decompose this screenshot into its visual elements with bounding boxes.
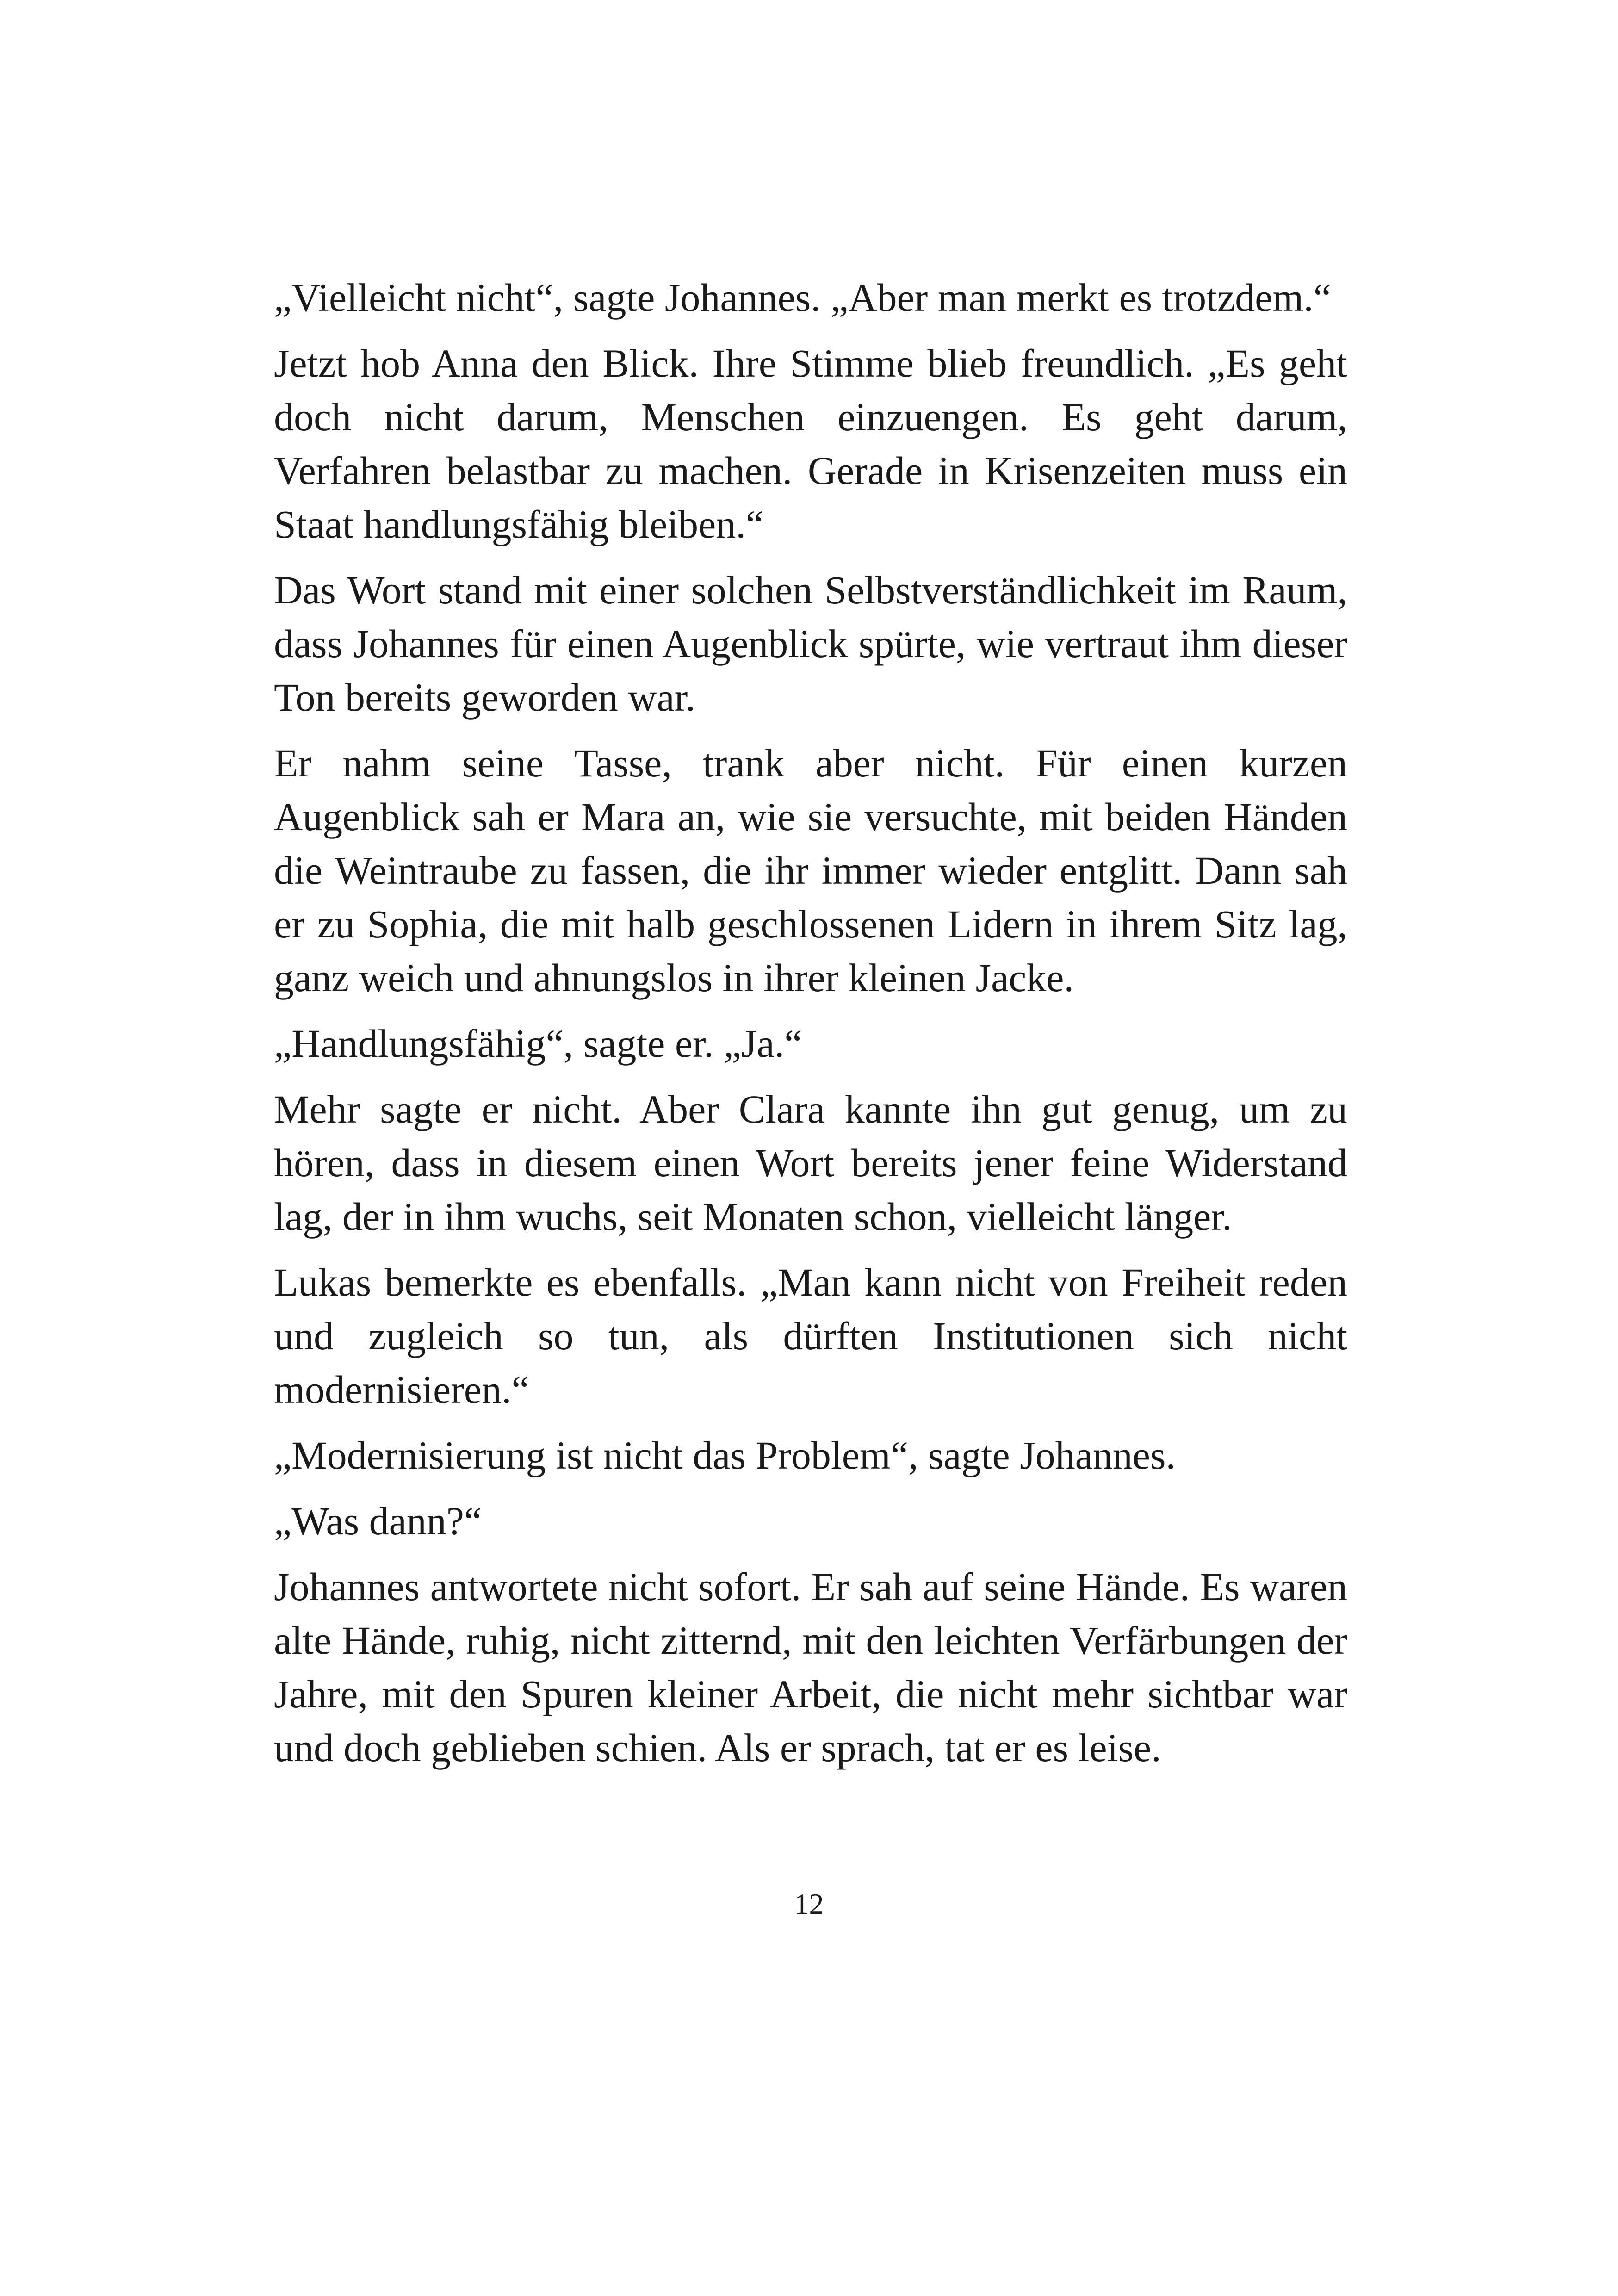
- paragraph-3: Das Wort stand mit einer solchen Selbstverständlichkeit im Raum, dass Johannes für einen Augenblick spürte, wie vertraut ihm dieser Ton bereits geworden war.: [274, 568, 1347, 720]
- body-text: [274, 271, 1347, 1787]
- paragraph-2: Jetzt hob Anna den Blick. Ihre Stimme blieb freundlich. „Es geht doch nicht darum, Menschen einzuengen. Es geht darum, Verfahren belastbar zu machen. Gerade in Krisenzeiten muss ein Staat handlungsfähig bleiben.“: [274, 341, 1347, 546]
- paragraph-4: Er nahm seine Tasse, trank aber nicht. Für einen kurzen Augenblick sah er Mara an, wie sie versuchte, mit beiden Händen die Weintraube zu fassen, die ihr immer wieder entglitt. Dann sah er zu Sophia, die mit halb geschlossenen Lidern in ihrem Sitz lag, ganz weich und ahnungslos in ihrer kleinen Jacke.: [274, 741, 1347, 1000]
- paragraph-6: Mehr sagte er nicht. Aber Clara kannte ihn gut genug, um zu hören, dass in diesem einen Wort bereits jener feine Widerstand lag, der in ihm wuchs, seit Monaten schon, vielleicht länger.: [274, 1087, 1347, 1239]
- page-number: 12: [794, 1887, 824, 1920]
- paragraph-8: „Modernisierung ist nicht das Problem“, sagte Johannes.: [274, 1433, 1176, 1477]
- paragraph-5: „Handlungsfähig“, sagte er. „Ja.“: [274, 1021, 802, 1066]
- paragraph-1: „Vielleicht nicht“, sagte Johannes. „Aber man merkt es trotzdem.“: [274, 275, 1331, 320]
- paragraph-9: „Was dann?“: [274, 1499, 482, 1543]
- paragraph-10: Johannes antwortete nicht sofort. Er sah auf seine Hände. Es waren alte Hände, ruhig, nicht zitternd, mit den leichten Verfärbungen der Jahre, mit den Spuren kleiner Arbeit, die nicht mehr sichtbar war und doch geblieben schien. Als er sprach, tat er es leise.: [274, 1564, 1347, 1770]
- paragraph-7: Lukas bemerkte es ebenfalls. „Man kann nicht von Freiheit reden und zugleich so tun, als dürften Institutionen sich nicht modernisieren.“: [274, 1260, 1347, 1412]
